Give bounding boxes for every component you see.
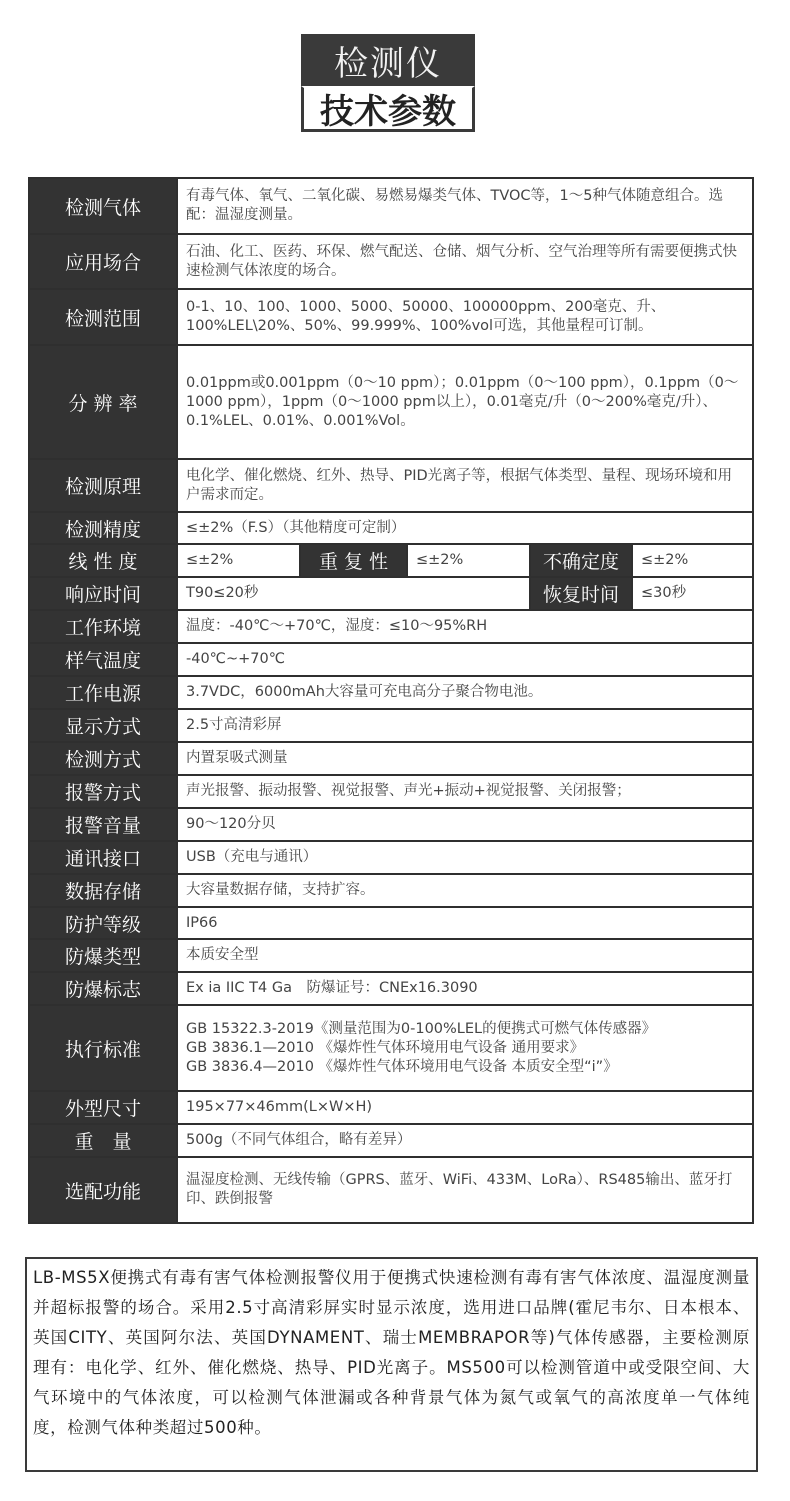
spec-row-ex-type [29, 939, 753, 972]
spec-value: 石油、化工、医药、环保、燃气配送、仓储、烟气分析、空气治理等所有需要便携式快速检测气体浓度的场合。 [177, 234, 753, 289]
spec-value: 电化学、催化燃烧、红外、热导、PID光离子等，根据气体类型、量程、现场环境和用户需求而定。 [177, 459, 753, 512]
spec-label: 应用场合 [29, 234, 177, 289]
spec-label: 响应时间 [29, 577, 177, 610]
spec-value: USB（充电与通讯） [177, 841, 753, 874]
spec-row-standard [29, 1005, 753, 1091]
spec-row-accuracy [29, 512, 753, 544]
spec-label: 选配功能 [29, 1157, 177, 1223]
title-line-1: 检测仪 [301, 34, 475, 86]
spec-label: 检测精度 [29, 512, 177, 544]
spec-label: 显示方式 [29, 709, 177, 742]
spec-row-alarm [29, 775, 753, 808]
spec-row-size [29, 1091, 753, 1124]
spec-row-alarm-volume [29, 808, 753, 841]
spec-row-principle [29, 459, 753, 512]
spec-label: 通讯接口 [29, 841, 177, 874]
spec-value: 0.01ppm或0.001ppm（0～10 ppm）；0.01ppm（0～100 ppm），0.1ppm（0～1000 ppm），1ppm（0～1000 ppm以上），0.01毫克/升（0～200%毫克/升）、0.1%LEL、0.01%、0.001%Vol。 [177, 345, 753, 459]
spec-row-range [29, 289, 753, 345]
spec-row-storage [29, 874, 753, 907]
spec-label: 不确定度 [530, 544, 632, 577]
spec-label: 防爆类型 [29, 939, 177, 972]
spec-label: 工作环境 [29, 610, 177, 643]
spec-label: 报警方式 [29, 775, 177, 808]
spec-row-method [29, 742, 753, 775]
spec-label: 报警音量 [29, 808, 177, 841]
spec-label: 重 量 [29, 1124, 177, 1157]
spec-value: ≤±2% [177, 544, 300, 577]
spec-value: ≤±2%（F.S）（其他精度可定制） [177, 512, 753, 544]
spec-label: 线 性 度 [29, 544, 177, 577]
product-description: LB-MS5X便携式有毒有害气体检测报警仪用于便携式快速检测有毒有害气体浓度、温湿度测量并超标报警的场合。采用2.5寸高清彩屏实时显示浓度，选用进口品牌(霍尼韦尔、日本根本、英国CITY、英国阿尔法、英国DYNAMENT、瑞士MEMBRAPOR等)气体传感器，主要检测原理有：电化学、红外、催化燃烧、热导、PID光离子。MS500可以检测管道中或受限空间、大气环境中的气体浓度，可以检测气体泄漏或各种背景气体为氮气或氧气的高浓度单一气体纯度，检测气体种类超过500种。 [25, 1257, 758, 1472]
spec-label: 防爆标志 [29, 972, 177, 1005]
spec-row-weight [29, 1124, 753, 1157]
spec-label: 执行标准 [29, 1005, 177, 1091]
spec-value: 0-1、10、100、1000、5000、50000、100000ppm、200毫克、升、100%LEL\20%、50%、99.999%、100%vol可选，其他量程可订制。 [177, 289, 753, 345]
title-line-2: 技术参数 [301, 86, 475, 132]
spec-row-options [29, 1157, 753, 1223]
spec-row-display [29, 709, 753, 742]
spec-label: 恢复时间 [530, 577, 632, 610]
spec-table [28, 177, 754, 1224]
spec-row-environment [29, 610, 753, 643]
spec-row-ex-mark [29, 972, 753, 1005]
spec-value: -40℃~+70℃ [177, 643, 753, 676]
spec-value: 温湿度检测、无线传输（GPRS、蓝牙、WiFi、433M、LoRa）、RS485输出、蓝牙打印、跌倒报警 [177, 1157, 753, 1223]
spec-value: 本质安全型 [177, 939, 753, 972]
spec-label: 外型尺寸 [29, 1091, 177, 1124]
spec-row-response [29, 577, 753, 610]
spec-row-gas [29, 178, 753, 234]
spec-value: 内置泵吸式测量 [177, 742, 753, 775]
spec-value: 90～120分贝 [177, 808, 753, 841]
spec-row-linearity [29, 544, 753, 577]
spec-row-interface [29, 841, 753, 874]
standard-line: GB 15322.3-2019《测量范围为0-100%LEL的便携式可燃气体传感器》 [186, 1020, 657, 1037]
spec-value: 声光报警、振动报警、视觉报警、声光+振动+视觉报警、关闭报警； [177, 775, 753, 808]
spec-value: ≤30秒 [632, 577, 753, 610]
spec-value: 500g（不同气体组合，略有差异） [177, 1124, 753, 1157]
spec-value: 有毒气体、氧气、二氧化碳、易燃易爆类气体、TVOC等，1～5种气体随意组合。选配：温湿度测量。 [177, 178, 753, 234]
spec-label: 检测范围 [29, 289, 177, 345]
spec-label: 检测原理 [29, 459, 177, 512]
spec-row-protection [29, 907, 753, 939]
spec-value: 大容量数据存储，支持扩容。 [177, 874, 753, 907]
standard-line: GB 3836.1—2010 《爆炸性气体环境用电气设备 通用要求》 [186, 1039, 585, 1056]
spec-label: 重 复 性 [300, 544, 407, 577]
spec-value: IP66 [177, 907, 753, 939]
spec-value: 2.5寸高清彩屏 [177, 709, 753, 742]
spec-value: ≤±2% [632, 544, 753, 577]
spec-label: 数据存储 [29, 874, 177, 907]
spec-row-resolution [29, 345, 753, 459]
spec-label: 分 辨 率 [29, 345, 177, 459]
spec-label: 防护等级 [29, 907, 177, 939]
spec-value: 温度：-40℃～+70℃，湿度：≤10～95%RH [177, 610, 753, 643]
spec-value: 195×77×46mm(L×W×H) [177, 1091, 753, 1124]
spec-value: T90≤20秒 [177, 577, 530, 610]
title-box [301, 34, 475, 132]
spec-value: 3.7VDC，6000mAh大容量可充电高分子聚合物电池。 [177, 676, 753, 709]
spec-row-sample-temp [29, 643, 753, 676]
spec-value: ≤±2% [407, 544, 530, 577]
spec-label: 检测气体 [29, 178, 177, 234]
spec-value: Ex ia IIC T4 Ga 防爆证号：CNEx16.3090 [177, 972, 753, 1005]
spec-row-power [29, 676, 753, 709]
spec-label: 检测方式 [29, 742, 177, 775]
spec-label: 工作电源 [29, 676, 177, 709]
spec-row-application [29, 234, 753, 289]
standard-line: GB 3836.4—2010 《爆炸性气体环境用电气设备 本质安全型“i”》 [186, 1058, 618, 1075]
spec-label: 样气温度 [29, 643, 177, 676]
spec-value [177, 1005, 753, 1091]
